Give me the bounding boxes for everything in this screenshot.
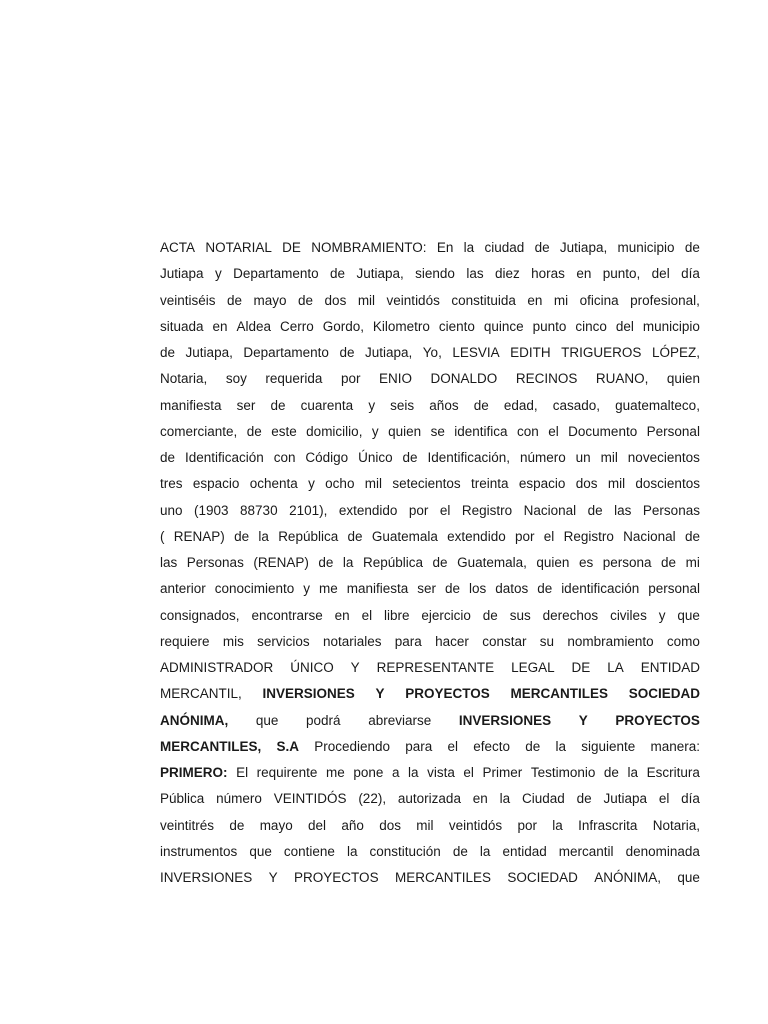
- word: mil: [357, 292, 376, 308]
- word: de: [661, 555, 677, 570]
- word: EDITH: [510, 345, 551, 360]
- word: Código: [305, 450, 349, 465]
- word: edad,: [503, 397, 538, 413]
- word: me: [326, 765, 345, 780]
- word: Documento: [568, 423, 638, 439]
- word: que: [249, 843, 272, 859]
- word: las: [466, 266, 484, 282]
- text-line: [160, 261, 700, 287]
- word: Personas: [186, 555, 244, 570]
- word: ÚNICO: [290, 660, 334, 675]
- text-line: [160, 760, 700, 786]
- word: setecientos: [392, 476, 461, 492]
- word: por: [340, 371, 361, 387]
- word: del: [308, 817, 327, 833]
- word: mil: [416, 817, 434, 833]
- text-line: [160, 498, 700, 524]
- word: mayo: [253, 292, 287, 308]
- word: y: [371, 423, 379, 439]
- word: servicios: [257, 633, 310, 649]
- word: oficina: [579, 292, 619, 308]
- bold-word: MERCANTILES,: [160, 738, 262, 754]
- word: la: [463, 240, 475, 255]
- word: la: [555, 738, 566, 754]
- word: efecto: [473, 738, 510, 754]
- word: extendido: [447, 528, 506, 544]
- word: requirente: [256, 765, 318, 780]
- word: soy: [225, 371, 247, 387]
- text-line: [160, 813, 700, 839]
- word: de: [587, 502, 603, 518]
- word: mil: [600, 450, 618, 465]
- word: LA: [607, 660, 624, 675]
- word: quien: [388, 423, 422, 439]
- word: Registro: [563, 528, 614, 544]
- word: pone: [353, 765, 384, 780]
- word: quien: [666, 371, 700, 387]
- word: y: [658, 607, 666, 623]
- word: Y: [350, 660, 360, 675]
- word: la: [346, 843, 358, 859]
- text-line: [160, 655, 700, 681]
- word: Registro: [461, 502, 513, 518]
- text-line: [160, 471, 700, 497]
- word: siendo: [415, 266, 455, 282]
- word: me: [318, 581, 338, 597]
- word: del: [651, 266, 670, 282]
- word: mi: [553, 292, 569, 308]
- word: por: [517, 817, 537, 833]
- word: Nacional: [623, 528, 676, 544]
- word: diez: [494, 266, 520, 282]
- word: manifiesta: [160, 397, 222, 413]
- word: (: [160, 528, 165, 544]
- word: Aldea: [236, 318, 272, 334]
- word: como: [666, 633, 700, 649]
- word: veintitrés: [160, 817, 215, 833]
- word: LEGAL: [511, 660, 555, 675]
- word: de: [298, 292, 314, 308]
- word: situada: [160, 318, 204, 334]
- word: TRIGUEROS: [561, 345, 642, 360]
- word: Procediendo: [314, 738, 391, 754]
- word: de: [525, 738, 541, 754]
- word: Único: [358, 450, 393, 465]
- word: para: [394, 633, 422, 649]
- word: años: [429, 397, 459, 413]
- text-line: [160, 681, 700, 707]
- word: Departamento: [233, 266, 319, 282]
- word: podrá: [306, 712, 341, 728]
- word: civiles: [610, 607, 647, 623]
- word: Jutiapa: [603, 791, 647, 807]
- word: año: [341, 817, 364, 833]
- word: Guatemala: [371, 528, 438, 544]
- word: por: [515, 528, 535, 544]
- word: del: [615, 318, 634, 334]
- word: el: [439, 502, 451, 518]
- word: Primer: [482, 765, 523, 780]
- word: de: [684, 240, 700, 255]
- text-line: [160, 445, 700, 471]
- word: (22),: [358, 791, 387, 807]
- word: mi: [685, 555, 700, 570]
- word: un: [575, 450, 591, 465]
- word: que: [255, 712, 279, 728]
- word: ejercicio: [421, 607, 471, 623]
- word: DONALDO: [430, 371, 498, 387]
- word: RENAP): [173, 528, 225, 544]
- word: En: [436, 240, 454, 255]
- word: con: [517, 423, 539, 439]
- notarial-act-text: [160, 235, 700, 891]
- word: quien: [536, 555, 570, 570]
- bold-word: S.A: [276, 738, 299, 754]
- word: de: [473, 397, 489, 413]
- word: ANÓNIMA,: [594, 870, 662, 885]
- word: veintidós: [386, 292, 440, 308]
- word: de: [234, 528, 250, 544]
- word: requerida: [265, 371, 323, 387]
- word: de: [160, 345, 176, 360]
- word: persona: [602, 555, 652, 570]
- word: sus: [509, 607, 531, 623]
- word: el: [548, 423, 559, 439]
- word: Personas: [642, 502, 700, 518]
- word: manifiesta: [346, 581, 409, 597]
- word: LESVIA: [452, 345, 500, 360]
- word: (RENAP): [253, 555, 309, 570]
- word: de: [347, 528, 363, 544]
- word: identificación: [561, 581, 640, 597]
- text-line: [160, 708, 700, 734]
- word: de: [339, 345, 355, 360]
- word: Identificación,: [427, 450, 511, 465]
- word: personal: [648, 581, 700, 597]
- word: de: [576, 791, 592, 807]
- word: de: [402, 450, 418, 465]
- bold-word: PROYECTOS: [615, 712, 700, 728]
- word: novecientos: [627, 450, 700, 465]
- text-line: [160, 314, 700, 340]
- word: de: [534, 240, 550, 255]
- word: Jutiapa,: [185, 345, 233, 360]
- word: la: [342, 555, 354, 570]
- word: abreviarse: [368, 712, 432, 728]
- word: ADMINISTRADOR: [160, 660, 274, 675]
- text-line: [160, 550, 700, 576]
- word: dos: [379, 817, 401, 833]
- text-line: [160, 235, 700, 261]
- word: Pública: [160, 791, 205, 807]
- word: mis: [222, 633, 244, 649]
- word: de: [537, 581, 553, 597]
- word: punto,: [602, 266, 641, 282]
- text-line: [160, 734, 700, 760]
- word: es: [578, 555, 594, 570]
- word: mayo: [259, 817, 293, 833]
- word: de: [452, 843, 468, 859]
- word: de: [482, 607, 498, 623]
- word: de: [246, 423, 262, 439]
- word: Jutiapa,: [364, 345, 413, 360]
- word: de: [227, 292, 243, 308]
- word: dos: [575, 476, 598, 492]
- word: de: [270, 397, 286, 413]
- word: Testimonio: [530, 765, 596, 780]
- word: de: [229, 817, 245, 833]
- text-line: [160, 393, 700, 419]
- word: República: [278, 528, 339, 544]
- word: 88730: [240, 502, 278, 518]
- word: REPRESENTANTE: [376, 660, 495, 675]
- word: a: [391, 765, 400, 780]
- word: constituida: [451, 292, 516, 308]
- word: casado,: [552, 397, 601, 413]
- word: RECINOS: [515, 371, 578, 387]
- word: la: [408, 765, 419, 780]
- word: seis: [390, 397, 415, 413]
- word: veintidós: [448, 817, 503, 833]
- word: el: [543, 528, 555, 544]
- word: cinco: [575, 318, 607, 334]
- word: identifica: [454, 423, 508, 439]
- word: de: [432, 555, 448, 570]
- word: ENIO: [378, 371, 412, 387]
- word: Departamento: [243, 345, 329, 360]
- word: que: [677, 607, 700, 623]
- word: este: [271, 423, 297, 439]
- word: ciudad: [484, 240, 525, 255]
- word: horas: [531, 266, 565, 282]
- word: Cerro: [279, 318, 314, 334]
- word: Jutiapa: [160, 266, 204, 282]
- word: y: [308, 476, 315, 492]
- text-line: [160, 576, 700, 602]
- text-line: [160, 340, 700, 366]
- word: Gordo,: [322, 318, 364, 334]
- word: Infrascrita: [578, 817, 638, 833]
- word: MERCANTILES: [394, 870, 491, 885]
- word: comerciante,: [160, 423, 238, 439]
- word: el: [658, 791, 670, 807]
- text-line: [160, 865, 700, 891]
- word: que: [677, 870, 700, 885]
- word: MERCANTIL,: [160, 686, 242, 702]
- word: República: [362, 555, 423, 570]
- word: día: [681, 791, 700, 807]
- word: mil: [607, 476, 626, 492]
- word: manera:: [650, 738, 700, 754]
- bold-word: Y: [578, 712, 588, 728]
- word: de: [444, 581, 460, 597]
- word: NOTARIAL: [205, 240, 272, 255]
- word: encontrarse: [251, 607, 323, 623]
- word: anterior: [160, 581, 206, 597]
- word: municipio: [617, 240, 675, 255]
- word: el: [361, 607, 373, 623]
- word: denominada: [625, 843, 700, 859]
- text-line: [160, 524, 700, 550]
- text-line: [160, 603, 700, 629]
- word: siguiente: [581, 738, 636, 754]
- word: RUANO,: [595, 371, 649, 387]
- word: ochenta: [249, 476, 298, 492]
- word: ser: [417, 581, 436, 597]
- word: autorizada: [397, 791, 461, 807]
- word: Yo,: [422, 345, 442, 360]
- word: por: [408, 502, 429, 518]
- word: en: [472, 791, 488, 807]
- word: las: [160, 555, 178, 570]
- word: y: [368, 397, 376, 413]
- word: Personal: [646, 423, 700, 439]
- word: municipio: [642, 318, 700, 334]
- bold-word: INVERSIONES: [262, 686, 355, 702]
- word: hacer: [435, 633, 469, 649]
- word: dos: [324, 292, 347, 308]
- word: espacio: [192, 476, 240, 492]
- word: en: [576, 266, 592, 282]
- text-line: [160, 786, 700, 812]
- word: Jutiapa,: [356, 266, 404, 282]
- word: ser: [236, 397, 256, 413]
- word: de: [684, 528, 700, 544]
- word: con: [273, 450, 296, 465]
- word: la: [258, 528, 269, 544]
- word: constar: [482, 633, 527, 649]
- bold-word: SOCIEDAD: [628, 686, 700, 702]
- word: Identificación: [184, 450, 264, 465]
- text-line: [160, 419, 700, 445]
- bold-word: INVERSIONES: [458, 712, 552, 728]
- word: ocho: [325, 476, 355, 492]
- text-line: [160, 366, 700, 392]
- word: nombramiento: [567, 633, 654, 649]
- word: de: [318, 555, 334, 570]
- word: Guatemala,: [457, 555, 527, 570]
- word: y: [214, 266, 222, 282]
- word: Escritura: [646, 765, 700, 780]
- word: DE: [282, 240, 301, 255]
- word: de: [603, 765, 619, 780]
- word: Notaria,: [652, 817, 700, 833]
- word: Notaria,: [160, 371, 208, 387]
- word: en: [212, 318, 228, 334]
- word: el: [463, 765, 474, 780]
- word: derechos: [542, 607, 599, 623]
- word: ENTIDAD: [640, 660, 700, 675]
- word: domicilio,: [306, 423, 363, 439]
- word: vista: [427, 765, 455, 780]
- word: la: [627, 765, 639, 780]
- bold-word: PRIMERO:: [160, 765, 228, 780]
- word: la: [479, 843, 491, 859]
- text-line: [160, 629, 700, 655]
- word: constitución: [369, 843, 441, 859]
- word: se: [430, 423, 445, 439]
- word: para: [405, 738, 433, 754]
- word: Kilometro: [372, 318, 430, 334]
- word: tres: [160, 476, 183, 492]
- word: profesional,: [630, 292, 700, 308]
- word: la: [552, 817, 563, 833]
- word: número: [519, 450, 566, 465]
- word: VEINTIDÓS: [273, 791, 347, 807]
- word: Nacional: [523, 502, 577, 518]
- word: Jutiapa,: [559, 240, 608, 255]
- word: mil: [364, 476, 383, 492]
- word: ACTA: [160, 240, 196, 255]
- word: su: [539, 633, 555, 649]
- word: INVERSIONES: [160, 870, 253, 885]
- word: Y: [268, 870, 278, 885]
- bold-word: Y: [375, 686, 385, 702]
- word: uno: [160, 502, 183, 518]
- word: DE: [571, 660, 591, 675]
- bold-word: MERCANTILES: [510, 686, 608, 702]
- word: instrumentos: [160, 843, 238, 859]
- word: de: [160, 450, 176, 465]
- word: entidad: [502, 843, 547, 859]
- text-line: [160, 288, 700, 314]
- word: (1903: [194, 502, 229, 518]
- word: quince: [483, 318, 524, 334]
- bold-word: ANÓNIMA,: [160, 712, 229, 728]
- word: día: [681, 266, 700, 282]
- word: contiene: [283, 843, 335, 859]
- word: requiere: [160, 633, 210, 649]
- word: cuarenta: [300, 397, 354, 413]
- word: treinta: [470, 476, 509, 492]
- word: guatemalteco,: [615, 397, 700, 413]
- word: espacio: [518, 476, 566, 492]
- word: Ciudad: [521, 791, 565, 807]
- word: ciento: [438, 318, 475, 334]
- word: NOMBRAMIENTO:: [311, 240, 427, 255]
- word: consignados,: [160, 607, 240, 623]
- word: el: [447, 738, 458, 754]
- word: punto: [532, 318, 567, 334]
- word: datos: [495, 581, 529, 597]
- word: libre: [383, 607, 410, 623]
- word: en: [334, 607, 350, 623]
- word: extendido: [338, 502, 398, 518]
- word: LÓPEZ,: [651, 345, 700, 360]
- word: número: [216, 791, 262, 807]
- word: veintiséis: [160, 292, 216, 308]
- word: las: [614, 502, 632, 518]
- word: 2101),: [289, 502, 328, 518]
- word: SOCIEDAD: [507, 870, 578, 885]
- word: los: [468, 581, 487, 597]
- word: mercantil: [558, 843, 614, 859]
- word: y: [303, 581, 311, 597]
- text-line: [160, 839, 700, 865]
- word: de: [330, 266, 346, 282]
- word: la: [499, 791, 511, 807]
- word: El: [236, 765, 249, 780]
- word: doscientos: [635, 476, 700, 492]
- word: conocimiento: [214, 581, 295, 597]
- word: en: [527, 292, 543, 308]
- word: PROYECTOS: [294, 870, 379, 885]
- bold-word: PROYECTOS: [405, 686, 490, 702]
- word: notariales: [322, 633, 382, 649]
